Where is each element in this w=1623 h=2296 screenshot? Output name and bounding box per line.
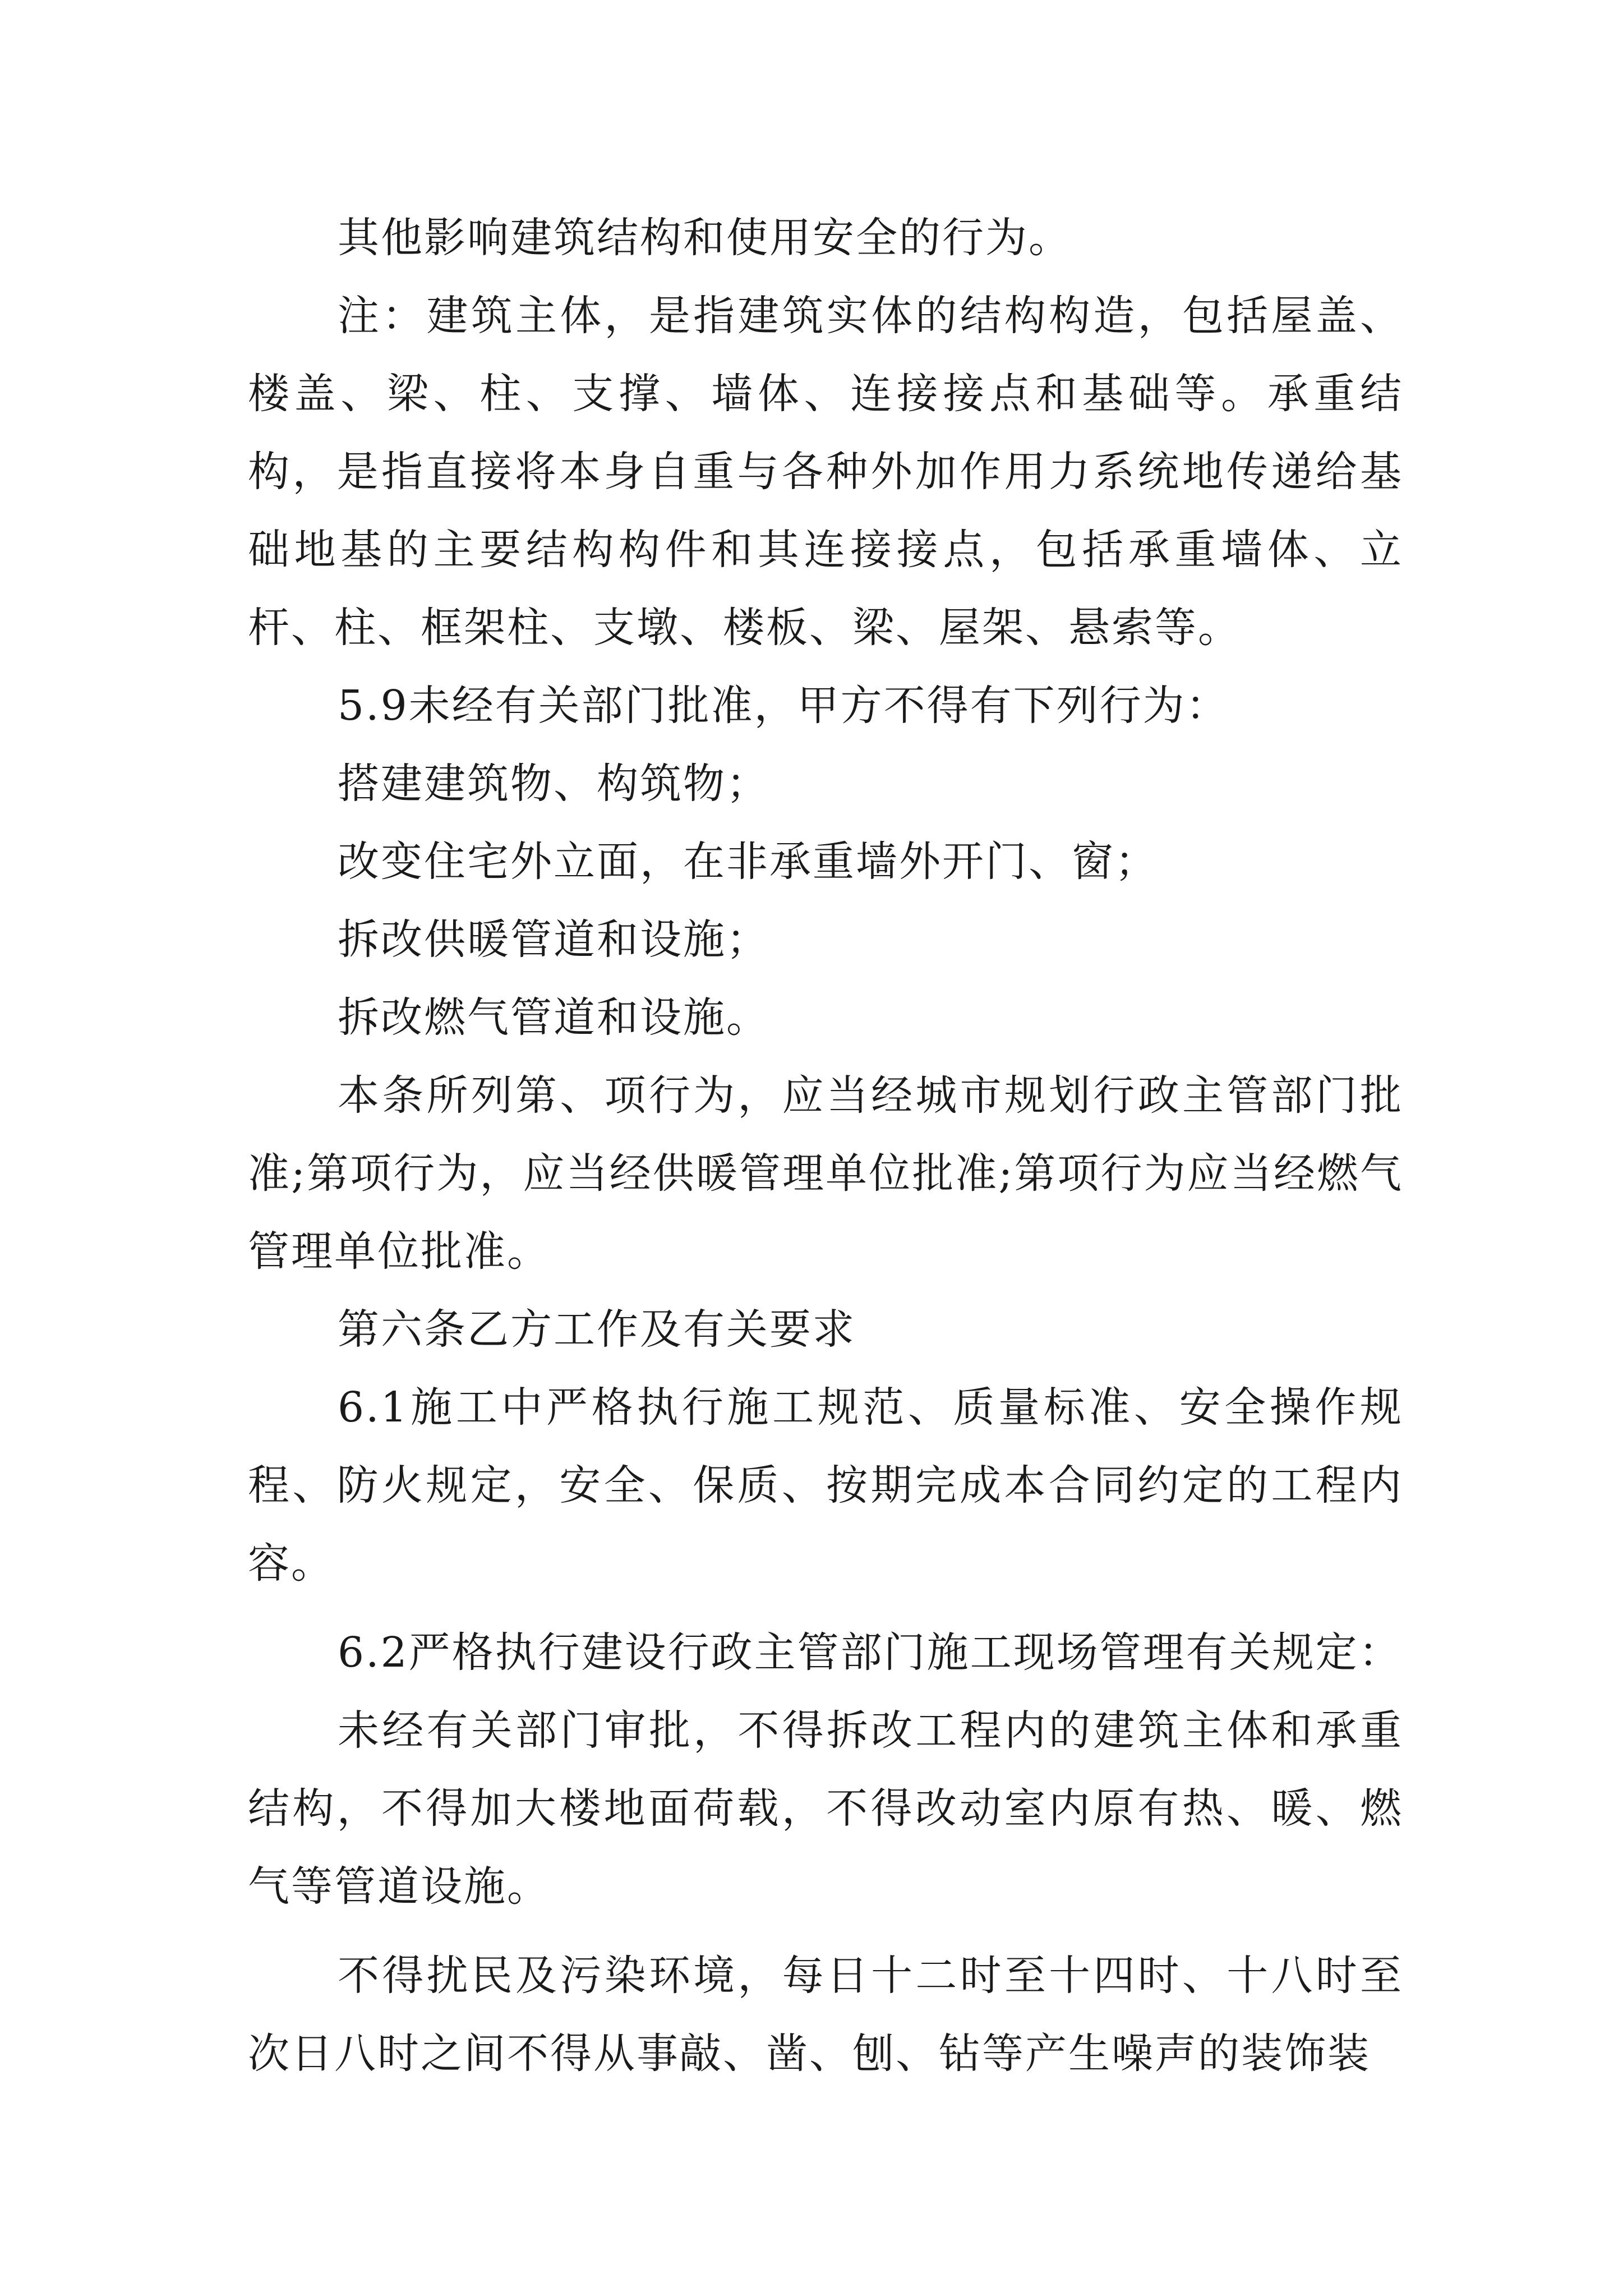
paragraph-item: 改变住宅外立面，在非承重墙外开门、窗； xyxy=(338,838,1158,886)
paragraph-clause-5-9: 5.9未经有关部门批准，甲方不得有下列行为： xyxy=(338,682,1229,730)
paragraph-note: 注：建筑主体，是指建筑实体的结构构造，包括屋盖、楼盖、梁、柱、支撑、墙体、连接接点和基础等。承重结构，是指直接将本身自重与各种外加作用力系统地传递给基础地基的主要结构构件和其连接接点，包括承重墙体、立杆、柱、框架柱、支墩、楼板、梁、屋架、悬索等。 xyxy=(248,292,1403,652)
paragraph-item: 搭建建筑物、构筑物； xyxy=(338,760,769,808)
paragraph-item: 拆改供暖管道和设施； xyxy=(338,915,769,964)
document-body xyxy=(248,199,1403,2093)
paragraph-clause-6-1: 6.1施工中严格执行施工规范、质量标准、安全操作规程、防火规定，安全、保质、按期完成本合同约定的工程内容。 xyxy=(248,1383,1403,1588)
paragraph-item: 拆改燃气管道和设施。 xyxy=(338,993,769,1042)
paragraph: 其他影响建筑结构和使用安全的行为。 xyxy=(338,214,1072,262)
paragraph-clause-6-2: 6.2严格执行建设行政主管部门施工现场管理有关规定： xyxy=(338,1628,1402,1677)
paragraph: 本条所列第、项行为，应当经城市规划行政主管部门批准;第项行为，应当经供暖管理单位批准;第项行为应当经燃气管理单位批准。 xyxy=(248,1071,1403,1276)
section-heading: 第六条乙方工作及有关要求 xyxy=(338,1305,856,1354)
paragraph: 未经有关部门审批，不得拆改工程内的建筑主体和承重结构，不得加大楼地面荷载，不得改动室内原有热、暖、燃气等管道设施。 xyxy=(248,1706,1403,1911)
paragraph: 不得扰民及污染环境，每日十二时至十四时、十八时至次日八时之间不得从事敲、凿、刨、钻等产生噪声的装饰装 xyxy=(248,1952,1403,2078)
